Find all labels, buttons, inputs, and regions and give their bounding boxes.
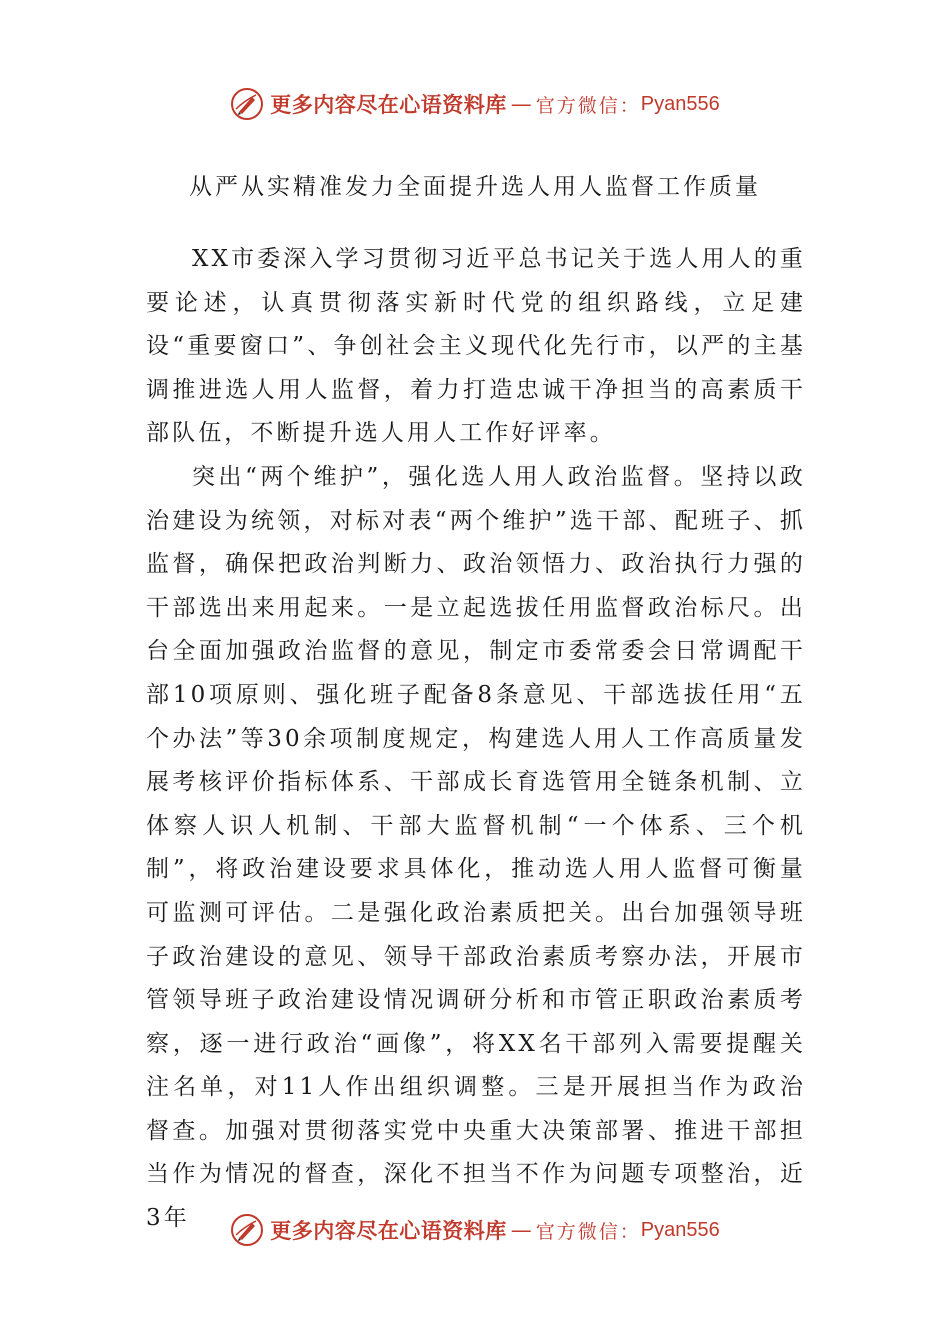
wechat-id: Pyan556 [640, 92, 720, 115]
paragraph-intro: XX市委深入学习贯彻习近平总书记关于选人用人的重要论述，认真贯彻落实新时代党的组织路线，立足建设“重要窗口”、争创社会主义现代化先行市，以严的主基调推进选人用人监督，着力打造忠诚干净担当的高素质干部队伍，不断提升选人用人工作好评率。 [146, 246, 806, 447]
contact-label: 官方微信： [535, 1220, 641, 1243]
brand-dash: — [510, 92, 532, 116]
pen-logo-icon [230, 1213, 264, 1247]
pen-logo-icon [230, 87, 264, 121]
brand-text: 更多内容尽在心语资料库 [270, 1218, 507, 1243]
paragraph-political-supervision: 突出“两个维护”，强化选人用人政治监督。坚持以政治建设为统领，对标对表“两个维护”选干部、配班子、抓监督，确保把政治判断力、政治领悟力、政治执行力强的干部选出来用起来。一是立起选拔任用监督政治标尺。出台全面加强政治监督的意见，制定市委常委会日常调配干部10项原则、强化班子配备8条意见、干部选拔任用“五个办法”等30余项制度规定，构建选人用人工作高质量发展考核评价指标体系、干部成长育选管用全链条机制、立体察人识人机制、干部大监督机制“一个体系、三个机制”，将政治建设要求具体化，推动选人用人监督可衡量可监测可评估。二是强化政治素质把关。出台加强领导班子政治建设的意见、领导干部政治素质考察办法，开展市管领导班子政治建设情况调研分析和市管正职政治素质考察，逐一进行政治“画像”，将XX名干部列入需要提醒关注名单，对11人作出组织调整。三是开展担当作为政治督查。加强对贯彻落实党中央重大决策部署、推进干部担当作为情况的督查，深化不担当不作为问题专项整治，近3年 [146, 463, 806, 1232]
brand-text: 更多内容尽在心语资料库 [270, 92, 507, 117]
brand-dash: — [510, 1218, 532, 1242]
document-title: 从严从实精准发力全面提升选人用人监督工作质量 [189, 174, 761, 200]
footer-watermark-banner [0, 1210, 950, 1250]
wechat-id: Pyan556 [640, 1218, 720, 1241]
document-body [146, 238, 806, 1241]
contact-label: 官方微信： [535, 94, 641, 117]
header-watermark-banner [0, 84, 950, 124]
